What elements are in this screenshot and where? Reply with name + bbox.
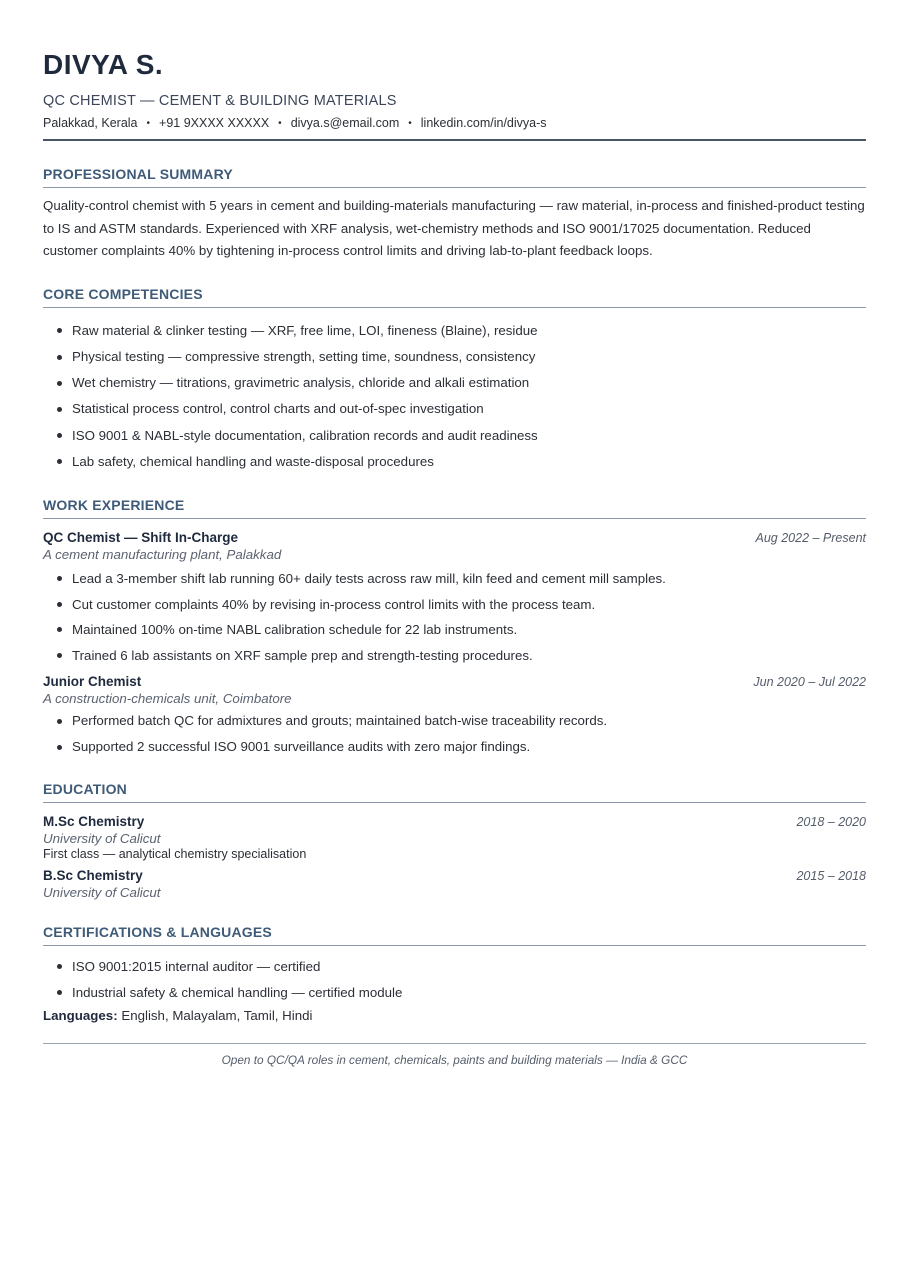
resume-header	[43, 48, 866, 141]
contact-location: Palakkad, Kerala	[43, 116, 138, 130]
list-item: Physical testing — compressive strength, setting time, soundness, consistency	[43, 344, 866, 370]
certifications-list	[43, 954, 866, 1006]
list-item: Supported 2 successful ISO 9001 surveillance audits with zero major findings.	[43, 734, 866, 760]
competencies-list	[43, 318, 866, 475]
bullet-separator-icon: •	[146, 117, 151, 129]
job-header	[43, 530, 866, 545]
list-item: Wet chemistry — titrations, gravimetric analysis, chloride and alkali estimation	[43, 370, 866, 396]
list-item: ISO 9001 & NABL-style documentation, calibration records and audit readiness	[43, 423, 866, 449]
section-heading: PROFESSIONAL SUMMARY	[43, 166, 866, 188]
footer-divider	[43, 1043, 866, 1044]
school-name: University of Calicut	[43, 884, 161, 900]
education-header	[43, 868, 866, 883]
languages-line	[43, 1008, 866, 1023]
list-item: Performed batch QC for admixtures and grouts; maintained batch-wise traceability records.	[43, 708, 866, 734]
job-dates: Jun 2020 – Jul 2022	[753, 675, 866, 690]
resume-footer	[43, 1043, 866, 1067]
degree-name: B.Sc Chemistry	[43, 867, 143, 883]
degree-name: M.Sc Chemistry	[43, 813, 145, 829]
job-bullets	[43, 708, 866, 760]
section-heading: CORE COMPETENCIES	[43, 286, 866, 308]
list-item: Cut customer complaints 40% by revising in-process control limits with the process team.	[43, 592, 866, 618]
bullet-separator-icon: •	[278, 117, 282, 129]
experience-section	[43, 497, 866, 760]
languages-label: Languages:	[43, 1007, 118, 1023]
list-item: Raw material & clinker testing — XRF, free lime, LOI, fineness (Blaine), residue	[43, 318, 866, 344]
job-bullets	[43, 566, 866, 668]
job-entry	[43, 674, 866, 760]
certifications-section	[43, 924, 866, 1023]
contact-email[interactable]: divya.s@email.com	[290, 116, 400, 130]
list-item: Maintained 100% on-time NABL calibration schedule for 22 lab instruments.	[43, 617, 866, 643]
contact-phone: +91 9XXXX XXXXX	[159, 116, 270, 130]
education-header	[43, 814, 866, 829]
list-item: ISO 9001:2015 internal auditor — certified	[43, 954, 866, 980]
job-organization: A construction-chemicals unit, Coimbatore	[43, 691, 292, 707]
education-section	[43, 781, 866, 900]
job-organization: A cement manufacturing plant, Palakkad	[43, 547, 282, 562]
list-item: Lab safety, chemical handling and waste-disposal procedures	[43, 449, 866, 475]
list-item: Industrial safety & chemical handling — certified module	[43, 980, 866, 1006]
languages-value: English, Malayalam, Tamil, Hindi	[121, 1007, 313, 1023]
section-heading: EDUCATION	[43, 781, 866, 803]
job-entry	[43, 530, 866, 668]
list-item: Trained 6 lab assistants on XRF sample prep and strength-testing procedures.	[43, 643, 866, 669]
header-divider	[43, 139, 866, 141]
education-entry	[43, 868, 866, 900]
summary-text: Quality-control chemist with 5 years in cement and building-materials manufacturing — raw material, in-process and finished-product testing to IS and ASTM standards. Experienced with XRF analysis, wet-chemistry methods and ISO 9001/17025 documentation. Reduced customer complaints 40% by tightening in-process control limits and driving lab-to-plant feedback loops.	[43, 198, 865, 259]
candidate-title: QC CHEMIST — CEMENT & BUILDING MATERIALS	[43, 93, 397, 109]
summary-section	[43, 166, 866, 263]
education-note: First class — analytical chemistry specialisation	[43, 846, 307, 861]
footer-note: Open to QC/QA roles in cement, chemicals, paints and building materials — India & GCC	[221, 1052, 688, 1067]
job-title: QC Chemist — Shift In-Charge	[43, 530, 239, 545]
contact-linkedin[interactable]: linkedin.com/in/divya-s	[420, 116, 547, 130]
bullet-separator-icon: •	[408, 117, 412, 129]
competencies-section	[43, 286, 866, 475]
education-dates: 2015 – 2018	[796, 868, 866, 883]
contact-line	[43, 116, 866, 130]
candidate-name: DIVYA S.	[43, 49, 164, 80]
job-dates: Aug 2022 – Present	[755, 531, 866, 545]
section-heading: WORK EXPERIENCE	[43, 497, 866, 519]
education-entry	[43, 814, 866, 861]
school-name: University of Calicut	[43, 830, 161, 846]
education-dates: 2018 – 2020	[796, 814, 866, 829]
section-heading: CERTIFICATIONS & LANGUAGES	[43, 924, 866, 946]
list-item: Lead a 3-member shift lab running 60+ daily tests across raw mill, kiln feed and cement mill samples.	[43, 566, 866, 592]
list-item: Statistical process control, control charts and out-of-spec investigation	[43, 396, 866, 422]
job-title: Junior Chemist	[43, 674, 142, 690]
job-header	[43, 674, 866, 689]
